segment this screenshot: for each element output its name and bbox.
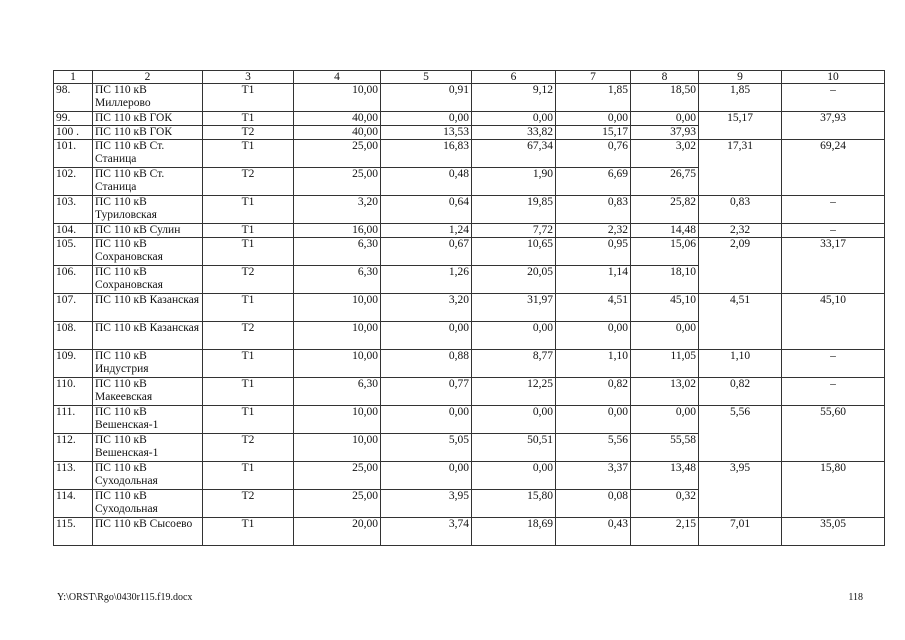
- row-number-cell: 113.: [54, 462, 93, 490]
- footer-file-path: Y:\ORST\Rgo\0430r115.f19.docx: [57, 592, 193, 603]
- substation-name-cell: ПС 110 кВ ГОК: [93, 112, 203, 126]
- transformer-cell: Т1: [203, 350, 294, 378]
- col9-cell: 5,56: [699, 406, 782, 462]
- substation-name-cell: ПС 110 кВ Сохрановская: [93, 238, 203, 266]
- column-header: 4: [294, 71, 381, 84]
- table-row: [54, 224, 885, 238]
- col10-cell: 37,93: [782, 112, 885, 140]
- column-header: 5: [381, 71, 472, 84]
- col7-cell: 15,17: [556, 126, 631, 140]
- col5-cell: 0,00: [381, 322, 472, 350]
- substation-name-cell: ПС 110 кВ ГОК: [93, 126, 203, 140]
- row-number-cell: 100 .: [54, 126, 93, 140]
- substation-name-cell: ПС 110 кВ Вешенская-1: [93, 434, 203, 462]
- col4-cell: 6,30: [294, 238, 381, 266]
- col4-cell: 6,30: [294, 378, 381, 406]
- col6-cell: 15,80: [472, 490, 556, 518]
- col8-cell: 13,02: [631, 378, 699, 406]
- col8-cell: 26,75: [631, 168, 699, 196]
- substation-name-cell: ПС 110 кВ Ст. Станица: [93, 140, 203, 168]
- col5-cell: 0,67: [381, 238, 472, 266]
- col6-cell: 12,25: [472, 378, 556, 406]
- col5-cell: 5,05: [381, 434, 472, 462]
- transformer-cell: Т1: [203, 140, 294, 168]
- column-header: 8: [631, 71, 699, 84]
- col4-cell: 40,00: [294, 126, 381, 140]
- col6-cell: 19,85: [472, 196, 556, 224]
- col7-cell: 0,76: [556, 140, 631, 168]
- transformer-cell: Т1: [203, 224, 294, 238]
- col5-cell: 0,00: [381, 112, 472, 126]
- transformer-cell: Т2: [203, 126, 294, 140]
- col5-cell: 0,91: [381, 84, 472, 112]
- col9-cell: 0,82: [699, 378, 782, 406]
- col7-cell: 0,83: [556, 196, 631, 224]
- col6-cell: 33,82: [472, 126, 556, 140]
- col4-cell: 10,00: [294, 434, 381, 462]
- transformer-cell: Т1: [203, 112, 294, 126]
- col10-cell: 45,10: [782, 294, 885, 350]
- col7-cell: 3,37: [556, 462, 631, 490]
- col6-cell: 1,90: [472, 168, 556, 196]
- col8-cell: 37,93: [631, 126, 699, 140]
- transformer-cell: Т1: [203, 238, 294, 266]
- col4-cell: 6,30: [294, 266, 381, 294]
- col10-cell: –: [782, 84, 885, 112]
- col7-cell: 5,56: [556, 434, 631, 462]
- col5-cell: 3,20: [381, 294, 472, 322]
- col5-cell: 13,53: [381, 126, 472, 140]
- col9-cell: 1,85: [699, 84, 782, 112]
- col4-cell: 16,00: [294, 224, 381, 238]
- column-header: 6: [472, 71, 556, 84]
- col10-cell: 15,80: [782, 462, 885, 518]
- col6-cell: 10,65: [472, 238, 556, 266]
- col5-cell: 0,00: [381, 406, 472, 434]
- col9-cell: 2,32: [699, 224, 782, 238]
- row-number-cell: 108.: [54, 322, 93, 350]
- col9-cell: 17,31: [699, 140, 782, 196]
- row-number-cell: 101.: [54, 140, 93, 168]
- table-row: [54, 406, 885, 434]
- col7-cell: 4,51: [556, 294, 631, 322]
- table-row: [54, 518, 885, 546]
- row-number-cell: 115.: [54, 518, 93, 546]
- col6-cell: 0,00: [472, 406, 556, 434]
- substation-name-cell: ПС 110 кВ Туриловская: [93, 196, 203, 224]
- row-number-cell: 105.: [54, 238, 93, 266]
- col9-cell: 7,01: [699, 518, 782, 546]
- substation-name-cell: ПС 110 кВ Суходольная: [93, 462, 203, 490]
- col9-cell: 4,51: [699, 294, 782, 350]
- col6-cell: 0,00: [472, 112, 556, 126]
- col10-cell: –: [782, 196, 885, 224]
- col5-cell: 0,00: [381, 462, 472, 490]
- substation-name-cell: ПС 110 кВ Сохрановская: [93, 266, 203, 294]
- table-row: [54, 84, 885, 112]
- col7-cell: 0,43: [556, 518, 631, 546]
- row-number-cell: 114.: [54, 490, 93, 518]
- col10-cell: 55,60: [782, 406, 885, 462]
- table-row: [54, 238, 885, 266]
- table-row: [54, 294, 885, 322]
- col7-cell: 2,32: [556, 224, 631, 238]
- col6-cell: 20,05: [472, 266, 556, 294]
- transformer-cell: Т1: [203, 462, 294, 490]
- col4-cell: 25,00: [294, 140, 381, 168]
- column-header: 3: [203, 71, 294, 84]
- page-number: 118: [848, 592, 863, 603]
- col5-cell: 0,88: [381, 350, 472, 378]
- transformer-cell: Т1: [203, 378, 294, 406]
- column-header: 10: [782, 71, 885, 84]
- col8-cell: 11,05: [631, 350, 699, 378]
- substation-name-cell: ПС 110 кВ Суходольная: [93, 490, 203, 518]
- col8-cell: 0,00: [631, 112, 699, 126]
- table-row: [54, 462, 885, 490]
- col4-cell: 10,00: [294, 322, 381, 350]
- header-row: [54, 71, 885, 84]
- table-row: [54, 112, 885, 126]
- col8-cell: 15,06: [631, 238, 699, 266]
- col7-cell: 1,14: [556, 266, 631, 294]
- col4-cell: 25,00: [294, 462, 381, 490]
- substation-name-cell: ПС 110 кВ Индустрия: [93, 350, 203, 378]
- col9-cell: 2,09: [699, 238, 782, 294]
- substation-name-cell: ПС 110 кВ Макеевская: [93, 378, 203, 406]
- row-number-cell: 98.: [54, 84, 93, 112]
- col8-cell: 0,00: [631, 322, 699, 350]
- transformer-cell: Т2: [203, 490, 294, 518]
- column-header: 1: [54, 71, 93, 84]
- table-row: [54, 140, 885, 168]
- col7-cell: 0,00: [556, 406, 631, 434]
- row-number-cell: 109.: [54, 350, 93, 378]
- col7-cell: 0,95: [556, 238, 631, 266]
- substation-table: [53, 70, 885, 546]
- transformer-cell: Т1: [203, 84, 294, 112]
- col4-cell: 10,00: [294, 294, 381, 322]
- col6-cell: 31,97: [472, 294, 556, 322]
- col7-cell: 0,00: [556, 322, 631, 350]
- row-number-cell: 106.: [54, 266, 93, 294]
- transformer-cell: Т2: [203, 168, 294, 196]
- col5-cell: 1,24: [381, 224, 472, 238]
- table-body: [54, 84, 885, 546]
- col8-cell: 18,10: [631, 266, 699, 294]
- col10-cell: 35,05: [782, 518, 885, 546]
- col6-cell: 50,51: [472, 434, 556, 462]
- col6-cell: 0,00: [472, 322, 556, 350]
- row-number-cell: 104.: [54, 224, 93, 238]
- col9-cell: 3,95: [699, 462, 782, 518]
- col5-cell: 0,64: [381, 196, 472, 224]
- col6-cell: 9,12: [472, 84, 556, 112]
- substation-name-cell: ПС 110 кВ Казанская: [93, 294, 203, 322]
- transformer-cell: Т1: [203, 294, 294, 322]
- col6-cell: 8,77: [472, 350, 556, 378]
- substation-name-cell: ПС 110 кВ Сысоево: [93, 518, 203, 546]
- row-number-cell: 112.: [54, 434, 93, 462]
- column-header: 2: [93, 71, 203, 84]
- col8-cell: 45,10: [631, 294, 699, 322]
- col9-cell: 0,83: [699, 196, 782, 224]
- col10-cell: –: [782, 378, 885, 406]
- transformer-cell: Т1: [203, 406, 294, 434]
- col5-cell: 0,77: [381, 378, 472, 406]
- col4-cell: 20,00: [294, 518, 381, 546]
- transformer-cell: Т2: [203, 266, 294, 294]
- col4-cell: 10,00: [294, 84, 381, 112]
- col7-cell: 6,69: [556, 168, 631, 196]
- col10-cell: 69,24: [782, 140, 885, 196]
- col4-cell: 10,00: [294, 406, 381, 434]
- col8-cell: 55,58: [631, 434, 699, 462]
- col5-cell: 3,95: [381, 490, 472, 518]
- row-number-cell: 99.: [54, 112, 93, 126]
- col7-cell: 0,00: [556, 112, 631, 126]
- col7-cell: 1,10: [556, 350, 631, 378]
- col5-cell: 16,83: [381, 140, 472, 168]
- transformer-cell: Т1: [203, 518, 294, 546]
- table-row: [54, 350, 885, 378]
- col7-cell: 1,85: [556, 84, 631, 112]
- col4-cell: 40,00: [294, 112, 381, 126]
- substation-name-cell: ПС 110 кВ Миллерово: [93, 84, 203, 112]
- transformer-cell: Т2: [203, 434, 294, 462]
- col8-cell: 18,50: [631, 84, 699, 112]
- column-header: 9: [699, 71, 782, 84]
- row-number-cell: 103.: [54, 196, 93, 224]
- col6-cell: 7,72: [472, 224, 556, 238]
- substation-name-cell: ПС 110 кВ Сулин: [93, 224, 203, 238]
- col4-cell: 25,00: [294, 490, 381, 518]
- col6-cell: 0,00: [472, 462, 556, 490]
- col5-cell: 1,26: [381, 266, 472, 294]
- col4-cell: 25,00: [294, 168, 381, 196]
- substation-name-cell: ПС 110 кВ Казанская: [93, 322, 203, 350]
- row-number-cell: 102.: [54, 168, 93, 196]
- col7-cell: 0,08: [556, 490, 631, 518]
- col5-cell: 3,74: [381, 518, 472, 546]
- row-number-cell: 110.: [54, 378, 93, 406]
- col6-cell: 18,69: [472, 518, 556, 546]
- col8-cell: 25,82: [631, 196, 699, 224]
- col7-cell: 0,82: [556, 378, 631, 406]
- col8-cell: 0,00: [631, 406, 699, 434]
- col8-cell: 14,48: [631, 224, 699, 238]
- row-number-cell: 111.: [54, 406, 93, 434]
- col10-cell: 33,17: [782, 238, 885, 294]
- col4-cell: 10,00: [294, 350, 381, 378]
- col8-cell: 3,02: [631, 140, 699, 168]
- column-header: 7: [556, 71, 631, 84]
- col8-cell: 13,48: [631, 462, 699, 490]
- row-number-cell: 107.: [54, 294, 93, 322]
- col10-cell: –: [782, 224, 885, 238]
- table-row: [54, 378, 885, 406]
- col8-cell: 2,15: [631, 518, 699, 546]
- col6-cell: 67,34: [472, 140, 556, 168]
- substation-name-cell: ПС 110 кВ Ст. Станица: [93, 168, 203, 196]
- col5-cell: 0,48: [381, 168, 472, 196]
- col10-cell: –: [782, 350, 885, 378]
- substation-name-cell: ПС 110 кВ Вешенская-1: [93, 406, 203, 434]
- col8-cell: 0,32: [631, 490, 699, 518]
- transformer-cell: Т2: [203, 322, 294, 350]
- table-row: [54, 196, 885, 224]
- col9-cell: 15,17: [699, 112, 782, 140]
- col9-cell: 1,10: [699, 350, 782, 378]
- transformer-cell: Т1: [203, 196, 294, 224]
- col4-cell: 3,20: [294, 196, 381, 224]
